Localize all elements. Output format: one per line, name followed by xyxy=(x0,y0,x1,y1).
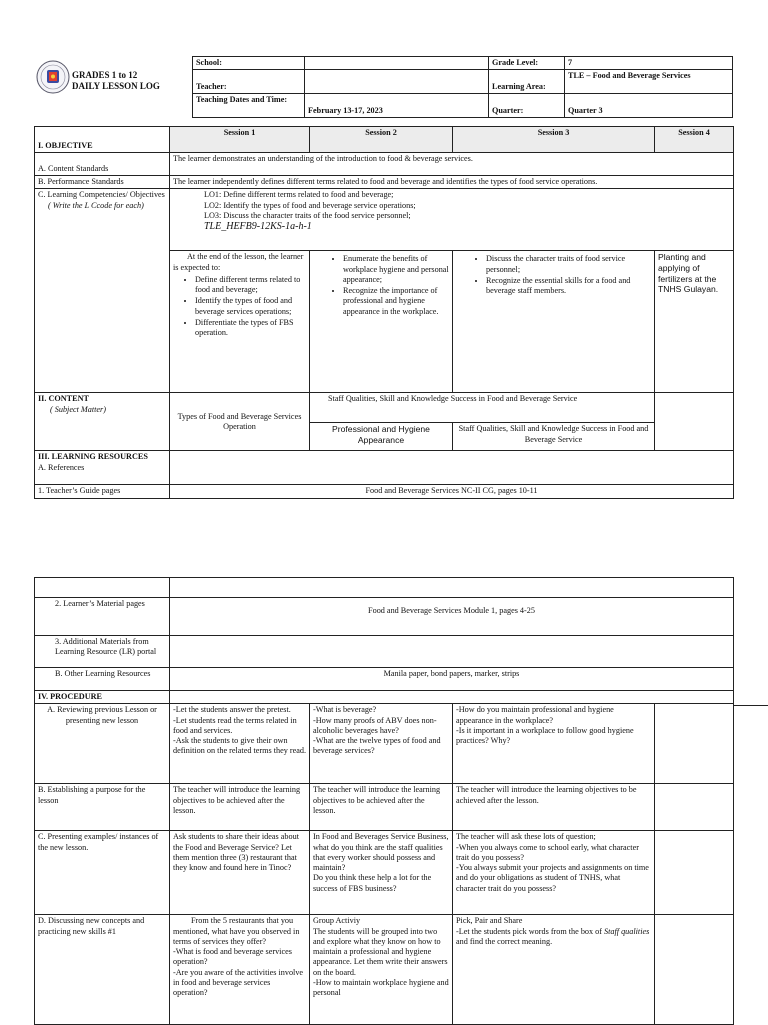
performance-standards-value: The learner independently defines different terms related to food and beverage and identifies the types of food service operations. xyxy=(170,176,734,189)
procedure-d-s3-emphasis: Staff qualities xyxy=(604,926,650,936)
competencies-label-main: C. Learning Competencies/ Objectives xyxy=(38,190,165,200)
procedure-d-session-4 xyxy=(655,915,734,1025)
content-standards-label: A. Content Standards xyxy=(35,153,170,176)
list-item: • Discuss the character traits of food service personnel; xyxy=(486,254,651,275)
lo1-text: LO1: Define different terms related to food and beverage; xyxy=(204,190,394,200)
grade-level-value: 7 xyxy=(565,57,733,70)
session-2-objective-list xyxy=(313,254,449,317)
school-value xyxy=(305,57,489,70)
learning-objectives-cell xyxy=(170,189,734,251)
list-item: • Differentiate the types of FBS operation. xyxy=(195,318,306,339)
procedure-a-session-3 xyxy=(453,704,655,784)
references-label: A. References xyxy=(38,462,85,472)
procedure-a-session-1 xyxy=(170,704,310,784)
procedure-b-session-1: The teacher will introduce the learning objectives to be achieved after the lesson. xyxy=(170,784,310,831)
list-item: • Recognize the importance of professional and hygiene appearance in the workplace. xyxy=(343,286,449,317)
procedure-d-s2-line: The students will be grouped into two and explore what they know on how to maintain a professional and hygiene appearance. Let them write their answers on the board. xyxy=(313,926,448,977)
content-session-2: Professional and Hygiene Appearance xyxy=(310,423,453,451)
procedure-c-s3-line: The teacher will ask these lots of question; xyxy=(456,832,596,842)
procedure-a-s1-line: -Let the students answer the pretest. xyxy=(173,705,291,715)
content-session-3: Staff Qualities, Skill and Knowledge Success in Food and Beverage Service xyxy=(453,423,655,451)
procedure-a-session-4 xyxy=(655,704,734,784)
deped-seal-logo xyxy=(36,60,70,94)
procedure-c-label: C. Presenting examples/ instances of the new lesson. xyxy=(35,831,170,915)
procedure-d-session-1 xyxy=(170,915,310,1025)
content-sublabel: ( Subject Matter) xyxy=(50,404,106,414)
content-session-2-3-topic: Staff Qualities, Skill and Knowledge Success in Food and Beverage Service xyxy=(310,393,655,423)
procedure-a-session-2 xyxy=(310,704,453,784)
teachers-guide-value: Food and Beverage Services NC-II CG, pages 10-11 xyxy=(170,485,734,498)
teachers-guide-label: 1. Teacher’s Guide pages xyxy=(35,485,170,498)
competencies-label-note: ( Write the L Ccode for each) xyxy=(48,200,144,210)
list-item: • Define different terms related to food and beverage; xyxy=(195,275,306,296)
procedure-c-s2-line: In Food and Beverages Service Business, what do you think are the staff qualities that every worker should possess and maintain? xyxy=(313,832,449,872)
other-resources-label: B. Other Learning Resources xyxy=(35,668,170,691)
procedure-c-s3-line: -You always submit your projects and assignments on time and do your obligations as student of TNHS, what character trait do you possess? xyxy=(456,863,649,893)
teaching-dates-value: February 13-17, 2023 xyxy=(305,94,489,118)
stray-divider-line xyxy=(733,705,768,706)
objective-section-label: I. OBJECTIVE xyxy=(35,127,170,153)
procedure-a-label: A. Reviewing previous Lesson or presenting new lesson xyxy=(35,704,170,784)
procedure-c-session-3 xyxy=(453,831,655,915)
procedure-d-s1-line: From the 5 restaurants that you mentioned, what have you observed in terms of services they offer? xyxy=(173,916,300,946)
procedure-d-s3-text-end: and find the correct meaning. xyxy=(456,936,553,946)
learning-resources-label-cell xyxy=(35,451,170,485)
procedure-d-session-3 xyxy=(453,915,655,1025)
competency-code: TLE_HEFB9-12KS-1a-h-1 xyxy=(204,221,312,232)
session-3-objectives xyxy=(453,251,655,393)
content-standards-value: The learner demonstrates an understanding of the introduction to food & beverage services. xyxy=(170,153,734,176)
procedure-a-s1-line: -Let students read the terms related in food and services. xyxy=(173,715,297,735)
procedure-a-s2-line: -What is beverage? xyxy=(313,705,377,715)
teacher-label: Teacher: xyxy=(193,70,305,94)
procedure-b-session-2: The teacher will introduce the learning objectives to be achieved after the lesson. xyxy=(310,784,453,831)
procedure-a-s3-line: -Is it important in a workplace to follow good hygiene practices? Why? xyxy=(456,725,634,745)
lesson-log-table-page1 xyxy=(34,126,734,499)
additional-materials-label: 3. Additional Materials from Learning Resource (LR) portal xyxy=(35,636,170,668)
procedure-b-session-4 xyxy=(655,784,734,831)
procedure-b-session-3: The teacher will introduce the learning objectives to be achieved after the lesson. xyxy=(453,784,655,831)
quarter-value: Quarter 3 xyxy=(565,94,733,118)
page2-blank-label xyxy=(35,578,170,598)
header-info-table xyxy=(192,56,733,118)
lo2-text: LO2: Identify the types of food and beverage service operations; xyxy=(204,200,416,210)
procedure-c-s2-line: Do you think these help a lot for the success of FBS business? xyxy=(313,873,432,893)
performance-standards-label: B. Performance Standards xyxy=(35,176,170,189)
content-session-4 xyxy=(655,393,734,451)
learners-material-label: 2. Learner’s Material pages xyxy=(35,598,170,636)
session-1-intro: At the end of the lesson, the learner is expected to: xyxy=(173,252,304,272)
session-1-objective-list xyxy=(173,275,306,339)
other-resources-value: Manila paper, bond papers, marker, strips xyxy=(170,668,734,691)
lo3-text: LO3: Discuss the character traits of the food service personnel; xyxy=(204,210,411,220)
session-2-header: Session 2 xyxy=(310,127,453,153)
learning-area-value: TLE – Food and Beverage Services xyxy=(565,70,733,94)
procedure-header-value xyxy=(170,691,734,704)
procedure-c-session-2 xyxy=(310,831,453,915)
procedure-b-label: B. Establishing a purpose for the lesson xyxy=(35,784,170,831)
quarter-label: Quarter: xyxy=(489,94,565,118)
list-item: • Identify the types of food and beverage services operations; xyxy=(195,296,306,317)
list-item: • Enumerate the benefits of workplace hygiene and personal appearance; xyxy=(343,254,449,285)
session-3-header: Session 3 xyxy=(453,127,655,153)
document-title xyxy=(72,70,160,92)
session-3-objective-list xyxy=(456,254,651,296)
procedure-d-s3-text xyxy=(456,927,651,948)
session-4-header: Session 4 xyxy=(655,127,734,153)
procedure-d-s1-line: -What is food and beverage services operation? xyxy=(173,947,292,967)
session-1-objectives xyxy=(170,251,310,393)
session-4-objectives: Planting and applying of fertilizers at the TNHS Gulayan. xyxy=(655,251,734,393)
competencies-label xyxy=(35,189,170,393)
session-2-objectives xyxy=(310,251,453,393)
additional-materials-value xyxy=(170,636,734,668)
teacher-value xyxy=(305,70,489,94)
references-value xyxy=(170,451,734,485)
learning-area-label: Learning Area: xyxy=(489,70,565,94)
lesson-log-table-page2 xyxy=(34,577,734,1025)
page2-blank-value xyxy=(170,578,734,598)
procedure-d-s3-title: Pick, Pair and Share xyxy=(456,916,523,926)
list-item: • Recognize the essential skills for a food and beverage staff members. xyxy=(486,276,651,297)
procedure-section-label: IV. PROCEDURE xyxy=(35,691,170,704)
procedure-c-s3-line: -When you always come to school early, what character trait do you possess? xyxy=(456,842,639,862)
procedure-d-session-2 xyxy=(310,915,453,1025)
document-title-line1: GRADES 1 to 12 xyxy=(72,70,138,80)
school-label: School: xyxy=(193,57,305,70)
procedure-a-s1-line: -Ask the students to give their own definition on the related terms they read. xyxy=(173,736,306,756)
procedure-a-s2-line: -What are the twelve types of food and beverage services? xyxy=(313,736,441,756)
procedure-d-s2-line: Group Activiy xyxy=(313,916,361,926)
procedure-c-session-4 xyxy=(655,831,734,915)
procedure-a-s3-line: -How do you maintain professional and hygiene appearance in the workplace? xyxy=(456,705,614,725)
procedure-d-label: D. Discussing new concepts and practicing new skills #1 xyxy=(35,915,170,1025)
procedure-c-session-1: Ask students to share their ideas about the Food and Beverage Service? Let them mention three (3) restaurant that they know and found here in Tinoc? xyxy=(170,831,310,915)
grade-level-label: Grade Level: xyxy=(489,57,565,70)
content-session-1: Types of Food and Beverage Services Operation xyxy=(170,393,310,451)
learning-resources-label: III. LEARNING RESOURCES xyxy=(38,452,148,462)
procedure-d-s2-line: -How to maintain workplace hygiene and personal xyxy=(313,977,449,997)
learners-material-value: Food and Beverage Services Module 1, pages 4-25 xyxy=(170,598,734,636)
procedure-d-s3-text-start: -Let the students pick words from the box of xyxy=(456,926,602,936)
procedure-a-s2-line: -How many proofs of ABV does non-alcoholic beverages have? xyxy=(313,715,437,735)
content-section-label xyxy=(35,393,170,451)
teaching-dates-label: Teaching Dates and Time: xyxy=(193,94,305,118)
document-title-line2: DAILY LESSON LOG xyxy=(72,80,160,91)
session-1-header: Session 1 xyxy=(170,127,310,153)
procedure-d-s1-line: -Are you aware of the activities involve in food and beverage services operation? xyxy=(173,967,304,997)
content-label: II. CONTENT xyxy=(38,394,89,404)
